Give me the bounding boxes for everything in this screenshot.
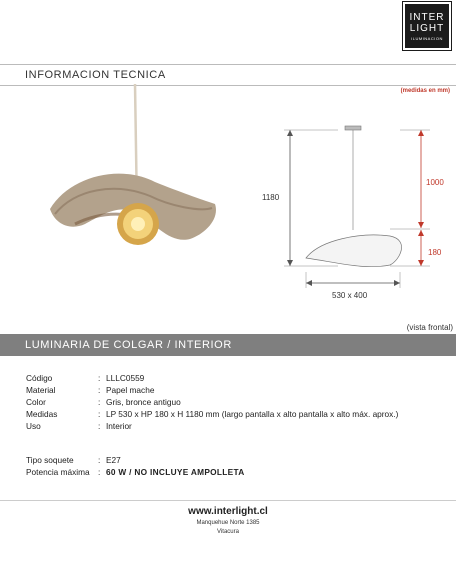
spec-row-potencia: Potencia máxima : 60 W / NO INCLUYE AMPOLLETA [26,467,245,477]
spec-row-medidas: Medidas : LP 530 x HP 180 x H 1180 mm (largo pantalla x alto pantalla x alto máx. aprox.) [26,409,399,419]
footer [0,500,456,570]
spec-value: Gris, bronce antiguo [106,397,181,407]
section-header [0,64,456,86]
spec-row-uso: Uso : Interior [26,421,132,431]
spec-key: Material [26,385,56,395]
dim-shade-height: 180 [428,248,442,257]
city-line: Vitacura [217,529,239,535]
spec-key: Medidas [26,409,58,419]
spec-value: Papel mache [106,385,155,395]
spec-value: E27 [106,455,121,465]
product-photo [0,84,240,334]
dim-cable-height: 1000 [426,178,444,187]
category-title: LUMINARIA DE COLGAR / INTERIOR [25,339,232,351]
logo-line-3: ILUMINACION [411,35,443,41]
dim-footprint: 530 x 400 [332,291,368,300]
dim-total-height: 1180 [262,193,280,202]
spec-row-tipo-soquete: Tipo soquete : E27 [26,455,121,465]
spec-row-color: Color : Gris, bronce antiguo [26,397,181,407]
spec-key: Uso [26,421,41,431]
address-line: Manquehue Norte 1385 [196,520,260,526]
spec-row-material: Material : Papel mache [26,385,155,395]
view-note: (vista frontal) [406,323,453,332]
logo-line-2: LIGHT [409,22,445,34]
logo-line-1: INTER [409,11,445,23]
spec-value: LP 530 x HP 180 x H 1180 mm (largo pantalla x alto pantalla x alto máx. aprox.) [106,409,399,419]
spec-value: LLLC0559 [106,373,145,383]
units-note: (medidas en mm) [400,88,450,94]
category-band [0,334,456,356]
spec-key: Código [26,373,53,383]
spec-key: Tipo soquete [26,455,74,465]
section-title: INFORMACION TECNICA [25,69,166,81]
spec-table [26,372,398,478]
dimension-diagram [240,100,456,310]
website-link[interactable]: www.interlight.cl [188,506,268,517]
spec-key: Color [26,397,46,407]
spec-value: 60 W / NO INCLUYE AMPOLLETA [106,467,245,477]
spec-key: Potencia máxima [26,467,90,477]
spec-row-codigo: Código : LLLC0559 [26,373,145,383]
brand-logo [403,2,451,50]
spec-value: Interior [106,421,132,431]
